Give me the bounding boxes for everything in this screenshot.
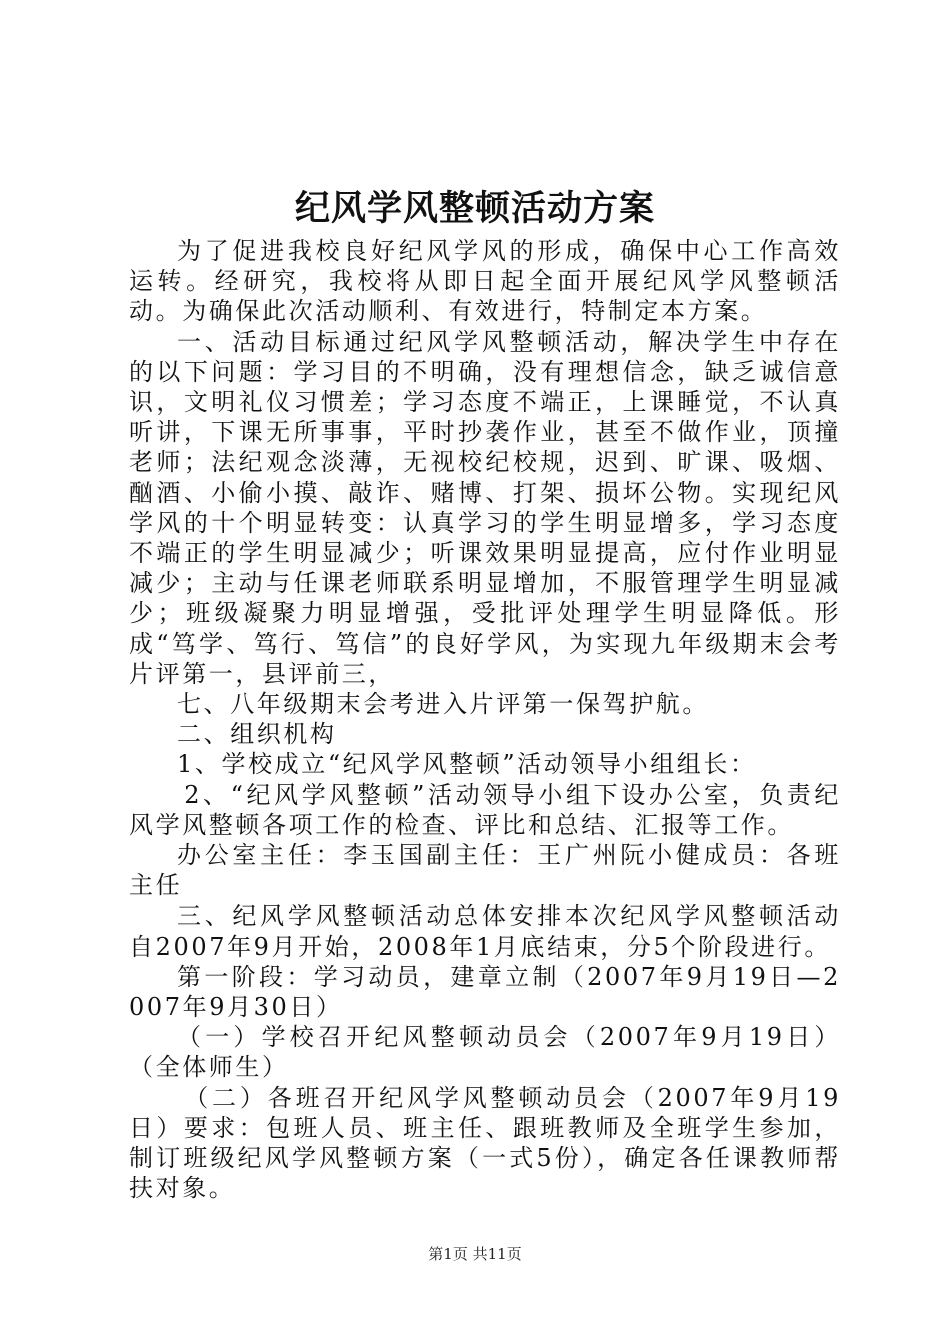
- section-3-schedule-paragraph: 三、纪风学风整顿活动总体安排本次纪风学风整顿活动自2007年9月开始，2008年1月底结束，分5个阶段进行。: [129, 902, 841, 961]
- section-2-heading: 二、组织机构: [177, 720, 337, 749]
- organization-item-1: 1、学校成立“纪风学风整顿”活动领导小组组长：: [177, 750, 757, 779]
- page-footer: 第1页 共11页: [428, 1245, 522, 1263]
- document-body: [129, 236, 841, 1204]
- organization-item-2: 2、“纪风学风整顿”活动领导小组下设办公室，负责纪风学风整顿各项工作的检查、评比和总结、汇报等工作。: [129, 780, 841, 839]
- phase-1-paragraph: 第一阶段：学习动员，建章立制（2007年9月19日—2007年9月30日）: [129, 962, 841, 1022]
- office-staff-paragraph: 办公室主任：李玉国副主任：王广州阮小健成员：各班主任: [129, 841, 841, 900]
- document-title: 纪风学风整顿活动方案: [294, 188, 655, 229]
- intro-paragraph: 为了促进我校良好纪风学风的形成，确保中心工作高效运转。经研究，我校将从即日起全面开展纪风学风整顿活动。为确保此次活动顺利、有效进行，特制定本方案。: [129, 237, 841, 326]
- section-1-goals-paragraph: 一、活动目标通过纪风学风整顿活动，解决学生中存在的以下问题：学习目的不明确，没有理想信念，缺乏诚信意识，文明礼仪习惯差；学习态度不端正，上课睡觉，不认真听讲，下课无所事事，平时抄袭作业，甚至不做作业，顶撞老师；法纪观念淡薄，无视校纪校规，迟到、旷课、吸烟、酗酒、小偷小摸、敲诈、赌博、打架、损坏公物。实现纪风学风的十个明显转变：认真学习的学生明显增多，学习态度不端正的学生明显减少；听课效果明显提高，应付作业明显减少；主动与任课老师联系明显增加，不服管理学生明显减少；班级凝聚力明显增强，受批评处理学生明显降低。形成“笃学、笃行、笃信”的良好学风，为实现九年级期末会考片评第一，县评前三，: [129, 327, 841, 688]
- goals-continuation-paragraph: 七、八年级期末会考进入片评第一保驾护航。: [177, 690, 709, 719]
- phase-1-item-1: （一）学校召开纪风整顿动员会（2007年9月19日）（全体师生）: [129, 1023, 841, 1082]
- phase-1-item-2: （二）各班召开纪风学风整顿动员会（2007年9月19日）要求：包班人员、班主任、跟班教师及全班学生参加，制订班级纪风学风整顿方案（一式5份），确定各任课教师帮扶对象。: [129, 1083, 841, 1203]
